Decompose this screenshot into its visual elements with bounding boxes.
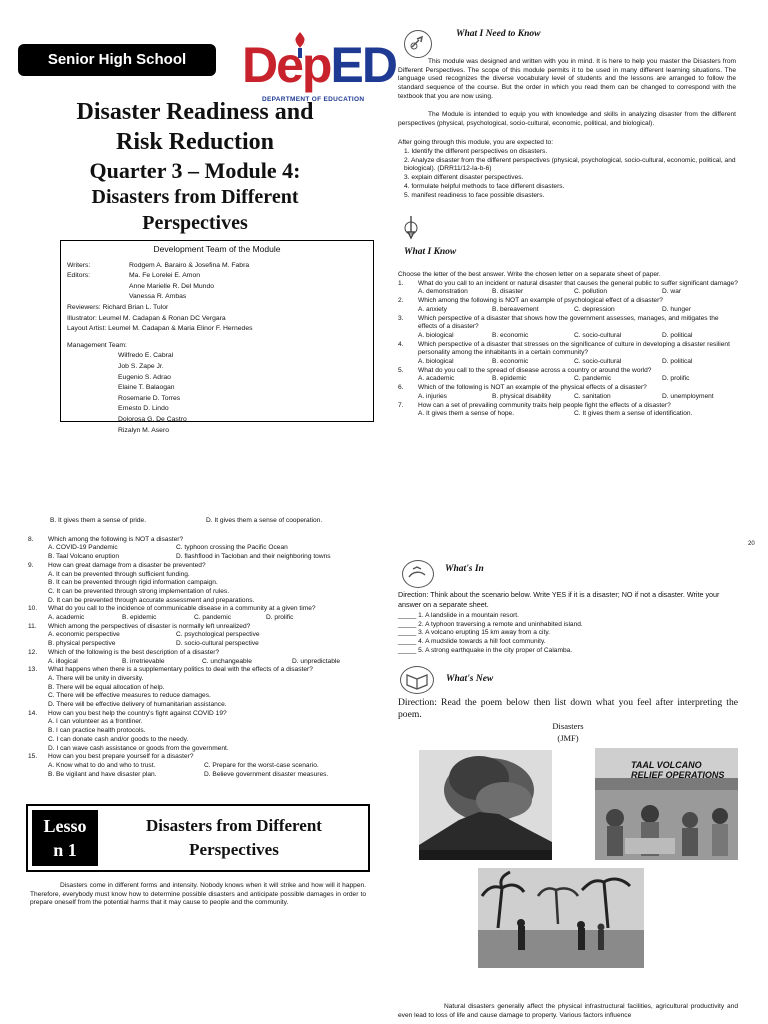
objectives-list	[398, 148, 736, 200]
quiz-option: B. It can be prevented through rigid information campaign.	[48, 579, 218, 587]
quiz-option: D. It can be prevented through accurate assessment and preparations.	[48, 596, 255, 604]
quiz-option: D. There will be effective delivery of humanitarian assistance.	[48, 701, 227, 709]
editor-name: Ma. Fe Lorelei E. Amon	[129, 272, 201, 280]
module-intent-paragraph: The Module is intended to equip you with knowledge and skills in analyzing disaster from the different perspectives (physical, psychological, socio-cultural, economic, political, and biological).	[398, 111, 736, 127]
book-hand-icon	[400, 666, 434, 694]
editors-label: Editors:	[67, 272, 91, 280]
development-team-box	[60, 240, 374, 434]
scenario-item: _____ 3. A volcano erupting 15 km away from a city.	[398, 629, 550, 637]
pencil-hand-icon	[402, 214, 420, 242]
writers-names: Rodgem A. Barairo & Josefina M. Fabra	[129, 261, 250, 269]
quiz-options: B. Taal Volcano eruption D. flashflood in Tacloban and their neighboring towns	[48, 553, 331, 561]
quiz-options: A. injuries B. physical disability C. sanitation D. unemployment	[418, 392, 714, 400]
quiz-options: A. biological B. economic C. socio-cultural D. political	[418, 358, 693, 366]
quiz-question: 10. What do you call to the incidence of communicable disease in a community at a given time?	[28, 605, 316, 613]
quiz-options: A. anxiety B. bereavement C. depression D. hunger	[418, 305, 691, 313]
scenario-item: _____ 5. A strong earthquake in the city proper of Calamba.	[398, 646, 573, 654]
module-subtitle-line1: Disasters from Different	[91, 186, 299, 208]
quiz-question: 13. What happens when there is a supplementary politics to deal with the effects of a disaster?	[28, 666, 313, 674]
editor-name: Anne Marielle R. Del Mundo	[129, 282, 215, 290]
whats-new-direction: Direction: Read the poem below then list down what you feel after interpreting the poem.	[398, 697, 738, 720]
quarter-module-heading: Quarter 3 – Module 4:	[89, 158, 301, 183]
quiz-option: D. I can wave cash assistance or goods from the government.	[48, 744, 229, 752]
management-member: Eugenio S. Adrao	[118, 373, 171, 381]
quiz-option: A. There will be unity in diversity.	[48, 674, 144, 682]
quiz-options: A. academic B. epidemic C. pandemic D. prolific	[418, 375, 690, 383]
quiz-question: 8. Which among the following is NOT a disaster?	[28, 535, 184, 543]
reviewers-line: Reviewers: Richard Brian L. Tulor	[67, 303, 169, 311]
continued-quiz	[28, 517, 370, 779]
scenario-item: _____ 4. A mudslide towards a hill foot community.	[398, 638, 546, 646]
management-member: Rosemarie D. Torres	[118, 394, 181, 402]
module-purpose-paragraph: This module was designed and written with you in mind. It is here to help you master the Disasters from Different Perspectives. The scope of this module permits it to be used in many different learning situations. The language used recognizes the diverse vocabulary level of students and the lessons are arranged to follow the standard sequence of the course. But the order in which you read them can be changed to correspond with the textbook that you are now using.	[398, 58, 736, 100]
closing-paragraph: Natural disasters generally affect the physical infrastructural facilities, agricultural productivity and even lead to loss of life and cause damage to property. Various factors influence	[398, 1003, 738, 1019]
illustrator-line: Illustrator: Leumel M. Cadapan & Ronan DC Vergara	[67, 314, 226, 322]
development-team-heading: Development Team of the Module	[153, 244, 281, 254]
quiz-options: A. biological B. economic C. socio-cultural D. political	[418, 331, 693, 339]
quiz-option: C. I can donate cash and/or goods to the needy.	[48, 735, 189, 743]
poem-author: (JMF)	[557, 733, 579, 743]
management-member: Rizalyn M. Asero	[118, 426, 169, 434]
quiz-options: A. academic B. epidemic C. pandemic D. prolific	[48, 614, 294, 622]
lesson-title: Disasters from Different Perspectives	[146, 816, 322, 859]
objective-item: 4. formulate helpful methods to face different disasters.	[404, 182, 565, 190]
relief-operations-photo	[595, 748, 738, 860]
editor-name: Vanessa R. Ambas	[129, 293, 187, 301]
quiz-options: A. It gives them a sense of hope. C. It gives them a sense of identification.	[418, 410, 693, 418]
quiz-options: A. demonstration B. disaster C. pollution D. war	[418, 288, 682, 296]
management-member: Ernesto D. Lindo	[118, 405, 169, 413]
target-icon	[404, 30, 432, 58]
quiz-question: 1. What do you call to an incident or natural disaster that causes the general public to suffer significant damage?	[398, 279, 738, 287]
module-title	[52, 97, 338, 157]
quiz-options: A. COVID-19 Pandemic C. typhoon crossing the Pacific Ocean	[48, 544, 288, 552]
flood-disaster-photo	[478, 868, 644, 968]
whats-in-items	[398, 612, 736, 656]
objective-item: 1. Identify the different perspectives on disasters.	[404, 148, 548, 155]
quiz-options: B. It gives them a sense of pride. D. It gives them a sense of cooperation.	[50, 517, 323, 524]
module-subtitle-line2: Perspectives	[142, 212, 248, 234]
quiz-option: A. I can volunteer as a frontliner.	[48, 718, 143, 726]
quiz-options: A. illogical B. irretrievable C. unchangeable D. unpredictable	[48, 657, 341, 665]
deped-wordmark: DepED	[242, 37, 396, 93]
poem-title: Disasters	[552, 721, 584, 731]
quiz-question: 3. Which perspective of a disaster that shows how the government assesses, manages, and mitigates the effects of a disaster?	[398, 314, 719, 331]
quiz-question: 12. Which of the following is the best description of a disaster?	[28, 648, 220, 656]
volcano-eruption-photo	[419, 750, 552, 860]
quiz-instruction: Choose the letter of the best answer. Write the chosen letter on a separate sheet of paper.	[398, 271, 661, 278]
quiz-question: 14. How can you best help the country's fight against COVID 19?	[28, 709, 227, 717]
puzzle-hand-icon	[402, 560, 434, 588]
relief-banner-text: TAAL VOLCANO RELIEF OPERATIONS	[631, 760, 725, 780]
management-member: Job S. Zape Jr.	[118, 362, 164, 370]
quiz-question: 9. How can great damage from a disaster be prevented?	[28, 561, 206, 569]
page-number: 20	[748, 541, 755, 547]
module-title-line2: Risk Reduction	[115, 129, 275, 155]
quiz-option: B. There will be equal allocation of help.	[48, 683, 165, 691]
scenario-item: _____ 2. A typhoon traversing a remote and uninhabited island.	[398, 620, 583, 628]
objective-item: 5. manifest readiness to face possible disasters.	[404, 191, 545, 199]
lesson-intro-paragraph: Disasters come in different forms and intensity. Nobody knows when it will strike and how will it happen. Therefore, everybody must know how to determine possible disasters and anticipate possible damages in order to prepare oneself from the potential harms that it may cause to people and the community.	[30, 882, 366, 907]
quiz-question: 11. Which among the perspectives of disaster is normally left unrealized?	[28, 622, 251, 630]
quiz-option: B. I can practice health protocols.	[48, 727, 146, 735]
module-title-line1: Disaster Readiness and	[76, 99, 314, 125]
module-subtitle	[52, 184, 338, 236]
writers-label: Writers:	[67, 261, 91, 269]
quiz-question: 15. How can you best prepare yourself for a disaster?	[28, 753, 194, 761]
layout-artist-line: Layout Artist: Leumel M. Cadapan & Maria Elinor F. Hernedes	[67, 325, 253, 333]
quiz-question: 5. What do you call to the spread of disease across a country or around the world?	[398, 366, 652, 374]
what-i-need-to-know-heading: What I Need to Know	[456, 29, 541, 39]
management-team-label: Management Team:	[67, 341, 127, 349]
what-i-know-quiz	[398, 271, 738, 419]
quiz-question: 7. How can a set of prevailing community traits help people fight the effects of a disaster?	[398, 401, 671, 409]
whats-in-direction: Direction: Think about the scenario below. Write YES if it is a disaster; NO if not a disaster. Write your answer on a separate sheet.	[398, 590, 720, 609]
quiz-question: 4. Which perspective of a disaster that stresses on the significance of culture in developing a disaster resilient personality among the inhabitants in a certain community?	[398, 340, 730, 357]
objective-item: 2. Analyze disaster from the different perspectives (physical, psychological, socio-cultural, economic, political, and biological). (DRR11/12-Ia-b-6)	[404, 156, 736, 173]
lesson-header-box	[26, 804, 370, 872]
quiz-options: B. Be vigilant and have disaster plan. D. Believe government disaster measures.	[48, 770, 329, 778]
quiz-options: B. physical perspective D. socio-cultural perspective	[48, 640, 259, 648]
quiz-options: A. Know what to do and who to trust. C. Prepare for the worst-case scenario.	[48, 761, 319, 769]
quiz-options: A. economic perspective C. psychological perspective	[48, 631, 260, 639]
quiz-option: C. It can be prevented through strong implementation of rules.	[48, 587, 230, 595]
what-i-know-heading: What I Know	[404, 247, 457, 257]
department-of-education-text: DEPARTMENT OF EDUCATION	[262, 96, 365, 103]
management-member: Elaine T. Balaogan	[118, 384, 175, 392]
whats-new-heading: What's New	[446, 674, 494, 684]
quiz-question: 2. Which among the following is NOT an example of psychological effect of a disaster?	[398, 297, 663, 305]
scenario-item: _____ 1. A landslide in a mountain resort.	[398, 612, 519, 619]
management-member: Dolorosa G. De Castro	[118, 415, 187, 423]
senior-high-school-badge: Senior High School	[18, 44, 216, 76]
objective-item: 3. explain different disaster perspectives.	[404, 174, 524, 182]
objectives-intro: After going through this module, you are expected to:	[398, 139, 554, 146]
quiz-question: 6. Which of the following is NOT an example of the physical effects of a disaster?	[398, 384, 647, 392]
quiz-option: A. It can be prevented through sufficient funding.	[48, 570, 190, 578]
poem-heading	[398, 720, 738, 744]
quiz-option: C. There will be effective measures to reduce damages.	[48, 692, 211, 700]
management-member: Wilfredo E. Cabral	[118, 352, 174, 360]
lesson-number-label: Lesso n 1	[32, 810, 98, 866]
whats-in-heading: What's In	[445, 564, 484, 574]
